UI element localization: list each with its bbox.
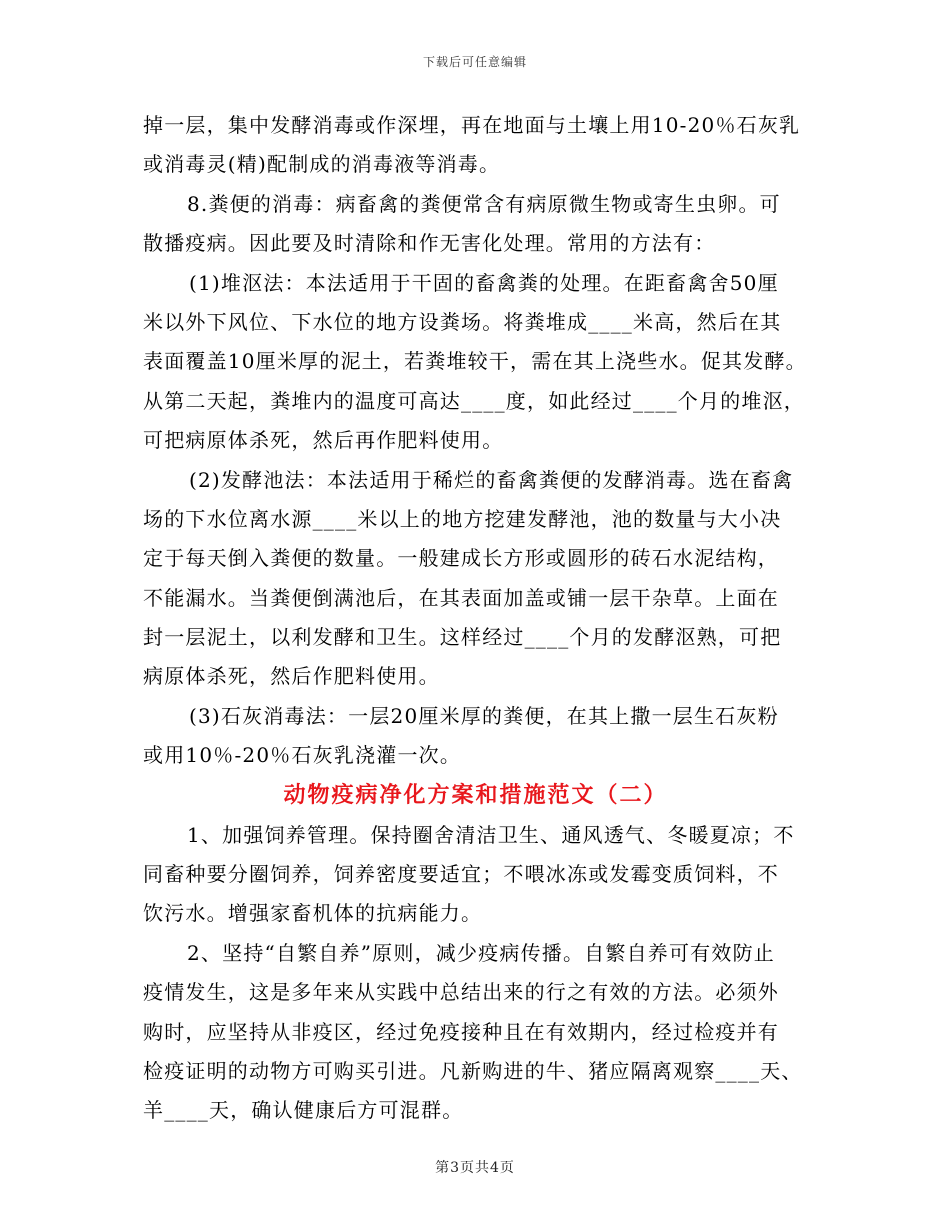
paragraph-line: (2)发酵池法：本法适用于稀烂的畜禽粪便的发酵消毒。选在畜禽 bbox=[189, 467, 794, 492]
paragraph-line: 疫情发生，这是多年来从实践中总结出来的行之有效的方法。必须外 bbox=[143, 980, 779, 1005]
paragraph-line: 从第二天起，粪堆内的温度可高达____度，如此经过____个月的堆沤， bbox=[143, 388, 805, 413]
paragraph-line: 同畜种要分圈饲养，饲养密度要适宜；不喂冰冻或发霉变质饲料，不 bbox=[143, 862, 779, 887]
section-title: 动物疫病净化方案和措施范文（二） bbox=[283, 782, 668, 808]
paragraph-line: 8.粪便的消毒：病畜禽的粪便常含有病原微生物或寄生虫卵。可 bbox=[187, 191, 781, 216]
paragraph-line: 不能漏水。当粪便倒满池后，在其表面加盖或铺一层干杂草。上面在 bbox=[143, 585, 779, 610]
paragraph-line: 病原体杀死，然后作肥料使用。 bbox=[143, 664, 440, 689]
paragraph-line: (1)堆沤法：本法适用于干固的畜禽粪的处理。在距畜禽舍50厘 bbox=[189, 270, 779, 295]
paragraph-line: 定于每天倒入粪便的数量。一般建成长方形或圆形的砖石水泥结构， bbox=[143, 546, 779, 571]
paragraph-line: 可把病原体杀死，然后再作肥料使用。 bbox=[143, 428, 504, 453]
paragraph-line: 或用10％-20％石灰乳浇灌一次。 bbox=[143, 743, 462, 768]
paragraph-line: 检疫证明的动物方可购买引进。凡新购进的牛、猪应隔离观察____天、 bbox=[143, 1058, 803, 1083]
document-body bbox=[143, 106, 808, 1131]
paragraph-line: 羊____天，确认健康后方可混群。 bbox=[143, 1098, 464, 1123]
paragraph-line: 散播疫病。因此要及时清除和作无害化处理。常用的方法有： bbox=[143, 231, 716, 256]
paragraph-line: 购时，应坚持从非疫区，经过免疫接种且在有效期内，经过检疫并有 bbox=[143, 1019, 779, 1044]
paragraph-line: 表面覆盖10厘米厚的泥土，若粪堆较干，需在其上浇些水。促其发酵。 bbox=[143, 349, 807, 374]
page-number: 第3页共4页 bbox=[435, 1160, 515, 1176]
paragraph-line: 或消毒灵(精)配制成的消毒液等消毒。 bbox=[143, 152, 501, 177]
paragraph-line: 饮污水。增强家畜机体的抗病能力。 bbox=[143, 901, 483, 926]
page-header-note: 下载后可任意编辑 bbox=[422, 55, 527, 69]
paragraph-line: 掉一层，集中发酵消毒或作深埋，再在地面与土壤上用10-20％石灰乳 bbox=[143, 113, 801, 137]
paragraph-line: 1、加强饲养管理。保持圈舍清洁卫生、通风透气、冬暖夏凉；不 bbox=[187, 822, 795, 847]
paragraph-line: 米以外下风位、下水位的地方设粪场。将粪堆成____米高，然后在其 bbox=[143, 309, 782, 334]
paragraph-line: 2、坚持“自繁自养”原则，减少疫病传播。自繁自养可有效防止 bbox=[187, 940, 775, 965]
paragraph-line: (3)石灰消毒法：一层20厘米厚的粪便，在其上撒一层生石灰粉 bbox=[189, 703, 779, 728]
paragraph-line: 封一层泥土，以利发酵和卫生。这样经过____个月的发酵沤熟，可把 bbox=[143, 625, 782, 650]
paragraph-line: 场的下水位离水源____米以上的地方挖建发酵池，池的数量与大小决 bbox=[143, 506, 782, 531]
